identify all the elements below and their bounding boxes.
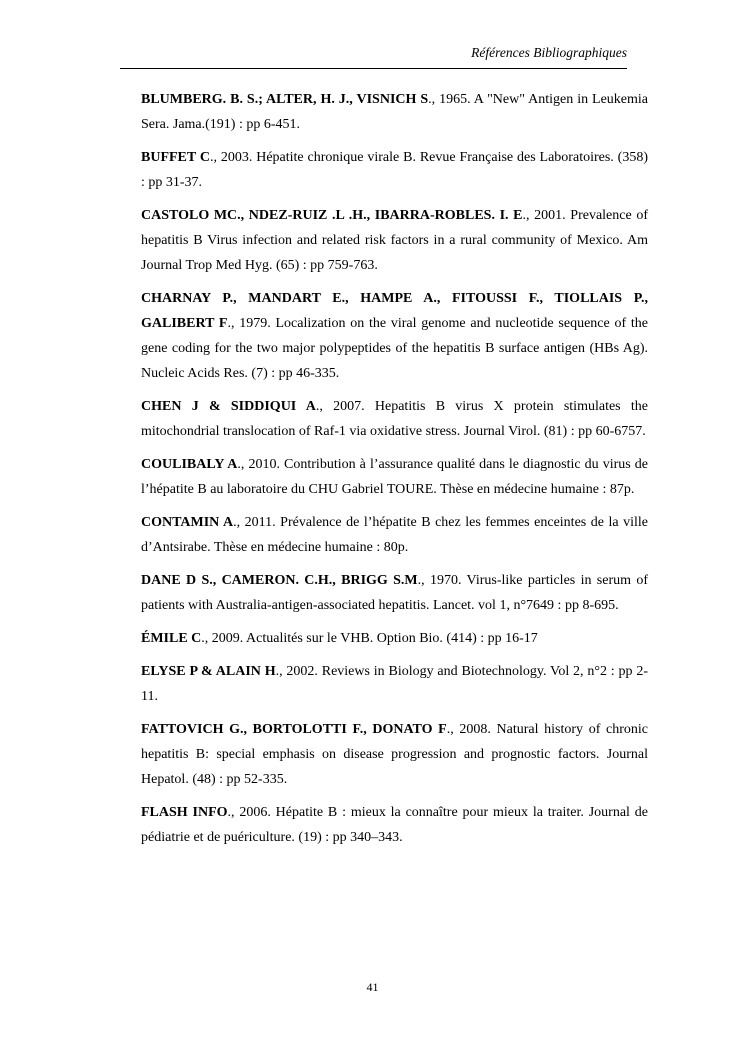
reference-entry [141, 659, 648, 709]
reference-text: ., 1970. Virus-like particles in serum of patients with Australia-antigen-associated hepatitis. Lancet. vol 1, n°7649 : pp 8-695. [141, 573, 649, 613]
reference-text: ., 2006. Hépatite B : mieux la connaître pour mieux la traiter. Journal de pédiatrie et de puériculture. (19) : pp 340–343. [141, 805, 648, 845]
reference-text: ., 1979. Localization on the viral genome and nucleotide sequence of the gene coding for the two major polypeptides of the hepatitis B surface antigen (HBs Ag). Nucleic Acids Res. (7) : pp 46-335. [141, 316, 648, 381]
reference-entry [141, 394, 648, 444]
reference-entry [141, 286, 648, 386]
reference-text: ., 2003. Hépatite chronique virale B. Revue Française des Laboratoires. (358) : pp 31-37. [141, 150, 648, 190]
reference-authors: ÉMILE C [141, 631, 202, 646]
reference-authors: CASTOLO MC., NDEZ-RUIZ .L .H., IBARRA-ROBLES. I. E [141, 208, 523, 223]
reference-entry [141, 87, 648, 137]
reference-text: ., 2001. Prevalence of hepatitis B Virus infection and related risk factors in a rural community of Mexico. Am Journal Trop Med Hyg. (65) : pp 759-763. [141, 208, 649, 273]
reference-authors: BUFFET C [141, 150, 210, 165]
reference-authors: ELYSE P & ALAIN H [141, 664, 276, 679]
reference-entry [141, 568, 648, 618]
page-header [120, 45, 627, 68]
reference-text: ., 2010. Contribution à l’assurance qualité dans le diagnostic du virus de l’hépatite B au laboratoire du CHU Gabriel TOURE. Thèse en médecine humaine : 87p. [141, 457, 649, 497]
header-rule [120, 68, 627, 69]
reference-text: ., 2009. Actualités sur le VHB. Option Bio. (414) : pp 16-17 [201, 631, 538, 646]
reference-text: ., 2011. Prévalence de l’hépatite B chez les femmes enceintes de la ville d’Antsirabe. Thèse en médecine humaine : 80p. [141, 515, 648, 555]
reference-authors: CONTAMIN A [141, 515, 234, 530]
reference-authors: FLASH INFO [141, 805, 228, 820]
reference-entry [141, 717, 648, 792]
reference-entry [141, 510, 648, 560]
reference-text: ., 2008. Natural history of chronic hepatitis B: special emphasis on disease progression and prognostic factors. Journal Hepatol. (48) : pp 52-335. [141, 722, 648, 787]
reference-authors: COULIBALY A [141, 457, 238, 472]
reference-entry [141, 145, 648, 195]
reference-text: ., 2007. Hepatitis B virus X protein stimulates the mitochondrial translocation of Raf-1 via oxidative stress. Journal Virol. (81) : pp 60-6757. [141, 399, 648, 439]
page-number: 41 [366, 980, 379, 994]
references-list [141, 87, 648, 850]
reference-authors: BLUMBERG. B. S.; ALTER, H. J., VISNICH S [141, 92, 429, 107]
reference-entry [141, 626, 648, 651]
reference-authors: CHARNAY P., MANDART E., HAMPE A., FITOUSSI F., TIOLLAIS P., GALIBERT F [141, 291, 648, 331]
reference-entry [141, 800, 648, 850]
reference-authors: FATTOVICH G., BORTOLOTTI F., DONATO F [141, 722, 447, 737]
reference-text: ., 2002. Reviews in Biology and Biotechnology. Vol 2, n°2 : pp 2-11. [141, 664, 648, 704]
header-title: Références Bibliographiques [471, 45, 627, 60]
reference-authors: DANE D S., CAMERON. C.H., BRIGG S.M [141, 573, 418, 588]
reference-text: ., 1965. A "New" Antigen in Leukemia Sera. Jama.(191) : pp 6-451. [141, 92, 649, 132]
reference-entry [141, 452, 648, 502]
reference-entry [141, 203, 648, 278]
reference-authors: CHEN J & SIDDIQUI A [141, 399, 316, 414]
